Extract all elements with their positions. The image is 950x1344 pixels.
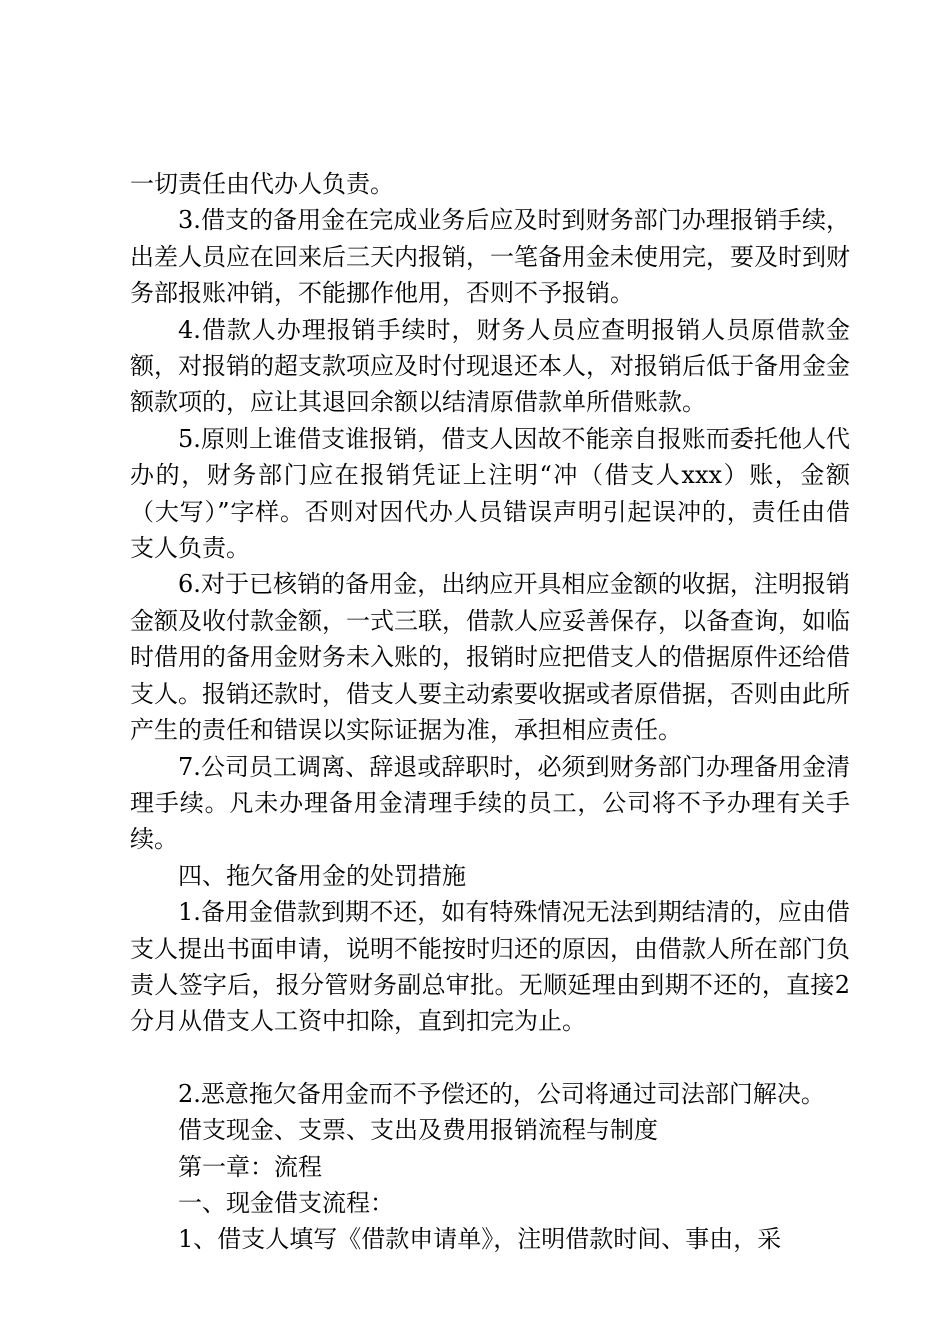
paragraph-continuation: 一切责任由代办人负责。 — [130, 170, 394, 198]
blank-line — [130, 1040, 850, 1076]
paragraph-penalty-1: 1.备用金借款到期不还，如有特殊情况无法到期结清的，应由借支人提出书面申请，说明不能按时归还的原因，由借款人所在部门负责人签字后，报分管财务副总审批。无顺延理由到期不还的，直接2分月从借支人工资中扣除，直到扣完为止。 — [130, 898, 850, 1036]
chapter-heading: 第一章：流程 — [178, 1152, 322, 1181]
section-heading-cash: 一、现金借支流程： — [178, 1188, 394, 1217]
paragraph-item-6: 6.对于已核销的备用金，出纳应开具相应金额的收据，注明报销金额及收付款金额，一式三联，借款人应妥善保存，以备查询，如临时借用的备用金财务未入账的，报销时应把借支人的借据原件还给借支人。报销还款时，借支人要主动索要收据或者原借据，否则由此所产生的责任和错误以实际证据为准，承担相应责任。 — [130, 570, 850, 745]
section-heading-penalty: 四、拖欠备用金的处罚措施 — [178, 861, 466, 890]
paragraph-penalty-2: 2.恶意拖欠备用金而不予偿还的，公司将通过司法部门解决。 — [178, 1079, 825, 1108]
paragraph-cash-1: 1、借支人填写《借款申请单》，注明借款时间、事由，采 — [178, 1225, 782, 1254]
paragraph-item-3: 3.借支的备用金在完成业务后应及时到财务部门办理报销手续，出差人员应在回来后三天内报销，一笔备用金未使用完，要及时到财务部报账冲销，不能挪作他用，否则不予报销。 — [130, 206, 850, 308]
paragraph-item-5: 5.原则上谁借支谁报销，借支人因故不能亲自报账而委托他人代办的，财务部门应在报销凭证上注明“冲（借支人xxx）账，金额（大写）”字样。否则对因代办人员错误声明引起误冲的，责任由借支人负责。 — [130, 424, 850, 563]
document-title: 借支现金、支票、支出及费用报销流程与制度 — [178, 1116, 658, 1145]
paragraph-item-4: 4.借款人办理报销手续时，财务人员应查明报销人员原借款金额，对报销的超支款项应及时付现退还本人，对报销后低于备用金金额款项的，应让其退回余额以结清原借款单所借账款。 — [130, 315, 850, 417]
document-page — [130, 166, 850, 1258]
paragraph-item-7: 7.公司员工调离、辞退或辞职时，必须到财务部门办理备用金清理手续。凡未办理备用金清理手续的员工，公司将不予办理有关手续。 — [130, 752, 850, 854]
